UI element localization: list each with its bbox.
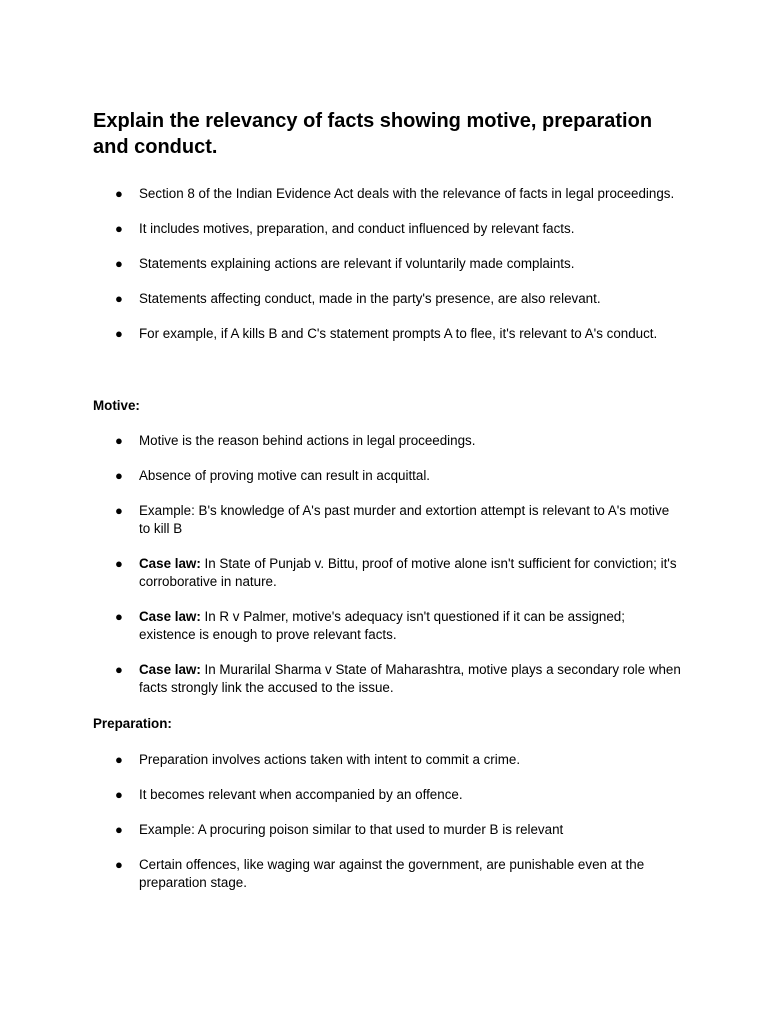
bullet-icon: ● <box>115 822 123 837</box>
bullet-icon: ● <box>115 468 123 483</box>
list-item <box>0 608 684 644</box>
list-item <box>0 821 684 839</box>
list-item-text: Example: A procuring poison similar to that used to murder B is relevant <box>139 822 564 837</box>
case-law-label: Case law: <box>139 556 201 571</box>
list-item <box>0 325 684 343</box>
list-item <box>0 467 684 485</box>
list-item <box>0 255 684 273</box>
list-item-text <box>139 662 681 695</box>
document-title: Explain the relevancy of facts showing motive, preparation and conduct. <box>93 110 653 158</box>
list-item-text: Statements explaining actions are relevant if voluntarily made complaints. <box>139 256 575 271</box>
motive-list <box>0 432 768 697</box>
list-item <box>0 220 684 238</box>
bullet-icon: ● <box>115 291 123 306</box>
item-body: In Murarilal Sharma v State of Maharashtra, motive plays a secondary role when facts strongly link the accused to the issue. <box>139 662 681 695</box>
bullet-icon: ● <box>115 433 123 448</box>
bullet-icon: ● <box>115 556 123 571</box>
bullet-icon: ● <box>115 221 123 236</box>
list-item-text: Preparation involves actions taken with intent to commit a crime. <box>139 752 521 767</box>
case-law-label: Case law: <box>139 662 201 677</box>
list-item <box>0 185 684 203</box>
list-item-text: For example, if A kills B and C's statement prompts A to flee, it's relevant to A's conduct. <box>139 326 658 341</box>
item-body: Example: B's knowledge of A's past murder and extortion attempt is relevant to A's motive to kill B <box>139 503 670 536</box>
list-item <box>0 751 684 769</box>
list-item <box>0 432 684 450</box>
list-item-text: It becomes relevant when accompanied by an offence. <box>139 787 463 802</box>
bullet-icon: ● <box>115 503 123 518</box>
list-item <box>0 786 684 804</box>
item-body: In R v Palmer, motive's adequacy isn't questioned if it can be assigned; existence is enough to prove relevant facts. <box>139 609 625 642</box>
list-item-text: Statements affecting conduct, made in the party's presence, are also relevant. <box>139 291 601 306</box>
motive-heading: Motive: <box>93 398 140 413</box>
bullet-icon: ● <box>115 256 123 271</box>
bullet-icon: ● <box>115 186 123 201</box>
bullet-icon: ● <box>115 857 123 872</box>
item-body: Absence of proving motive can result in acquittal. <box>139 468 431 483</box>
bullet-icon: ● <box>115 752 123 767</box>
intro-list <box>0 185 768 343</box>
bullet-icon: ● <box>115 609 123 624</box>
preparation-heading: Preparation: <box>93 716 172 731</box>
list-item-text <box>139 556 677 589</box>
item-body: Motive is the reason behind actions in legal proceedings. <box>139 433 476 448</box>
list-item <box>0 555 684 591</box>
list-item-text <box>139 433 475 448</box>
list-item-text: Certain offences, like waging war against the government, are punishable even at the preparation stage. <box>139 857 645 890</box>
case-law-label: Case law: <box>139 609 201 624</box>
list-item-text: It includes motives, preparation, and conduct influenced by relevant facts. <box>139 221 575 236</box>
list-item <box>0 856 684 892</box>
list-item-text: Section 8 of the Indian Evidence Act deals with the relevance of facts in legal proceedings. <box>139 186 675 201</box>
list-item <box>0 661 684 697</box>
preparation-list <box>0 751 768 892</box>
bullet-icon: ● <box>115 787 123 802</box>
list-item <box>0 502 684 538</box>
item-body: In State of Punjab v. Bittu, proof of motive alone isn't sufficient for conviction; it's corroborative in nature. <box>139 556 677 589</box>
list-item <box>0 290 684 308</box>
bullet-icon: ● <box>115 326 123 341</box>
list-item-text <box>139 503 669 536</box>
list-item-text <box>139 468 430 483</box>
list-item-text <box>139 609 625 642</box>
bullet-icon: ● <box>115 662 123 677</box>
